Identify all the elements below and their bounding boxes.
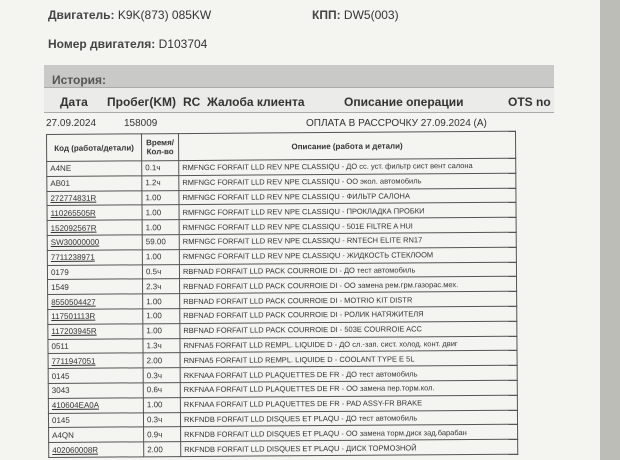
row-code: 0179 (47, 264, 142, 279)
row-code: 0511 (48, 338, 143, 353)
engine-label: Двигатель: (48, 8, 115, 22)
engine-number-label: Номер двигателя: (48, 37, 156, 51)
row-code: 152092567R (47, 220, 142, 235)
page-edge (600, 0, 620, 460)
row-qty: 0.3ч (143, 412, 180, 427)
row-description: RNFNA5 FORFAIT LLD REMPL. LIQUIDE D - COOLANT TYPE E 5L (180, 351, 517, 368)
row-description: RKFNDB FORFAIT LLD DISQUES ET PLAQU - ДО тест автомобиль (180, 410, 517, 427)
row-qty: 2.00 (144, 442, 181, 457)
row-qty: 0.5ч (142, 264, 179, 279)
row-code: 1549 (48, 279, 143, 294)
row-qty: 0.3ч (143, 368, 180, 383)
history-col-complaint: Жалоба клиента (207, 95, 305, 109)
row-qty: 59.00 (142, 235, 179, 250)
row-code: 110265505R (47, 205, 142, 220)
row-qty: 1.00 (143, 323, 180, 338)
history-entry-mileage: 158009 (124, 118, 158, 129)
row-qty: 0.9ч (144, 427, 181, 442)
row-qty: 1.00 (142, 205, 179, 220)
row-code: 402060008R (49, 442, 144, 457)
row-description: RBFNAD FORFAIT LLD PACK COURROIE DI - ДО тест автомобиль (179, 262, 516, 279)
row-qty: 1.00 (143, 397, 180, 412)
row-qty: 1.00 (142, 220, 179, 235)
engine-value: K9K(873) 085KW (117, 8, 212, 22)
header-code: Код (работа/детали) (47, 134, 142, 162)
row-code: 7711947051 (48, 353, 143, 368)
engine-number-field (48, 37, 207, 51)
operations-body (47, 158, 518, 457)
history-col-operation: Описание операции (344, 95, 464, 109)
row-description: RKFNDB FORFAIT LLD DISQUES ET PLAQU - ДИСК ТОРМОЗНОЙ (181, 439, 518, 456)
row-code: 272774831R (47, 190, 142, 205)
row-qty: 1.00 (142, 190, 179, 205)
history-bar (44, 65, 554, 88)
row-code: SW30000000 (47, 235, 142, 250)
row-qty: 1.00 (143, 309, 180, 324)
gearbox-field (312, 8, 399, 22)
row-qty: 1.2ч (142, 175, 179, 190)
history-col-date: Дата (60, 95, 88, 109)
row-code: 410604EA0A (48, 398, 143, 413)
header-qty: Время/ Кол-во (142, 134, 179, 161)
table-row (49, 439, 518, 457)
row-code: 117203945R (48, 324, 143, 339)
history-entry-description: ОПЛАТА В РАССРОЧКУ 27.09.2024 (A) (306, 118, 487, 129)
row-description: RMFNGC FORFAIT LLD REV NPE CLASSIQU - ФИЛЬТР САЛОНА (179, 188, 516, 205)
header-desc: Описание (работа и детали) (179, 131, 516, 160)
row-code: 8550504427 (48, 294, 143, 309)
history-col-mileage: Пробег(KM) (107, 95, 177, 109)
row-description: RBFNAD FORFAIT LLD PACK COURROIE DI - РОЛИК НАТЯЖИТЕЛЯ (180, 306, 517, 323)
row-qty: 0.1ч (142, 161, 179, 176)
row-description: RKFNAA FORFAIT LLD PLAQUETTES DE FR - PAD ASSY-FR BRAKE (180, 395, 517, 412)
row-description: RMFNGC FORFAIT LLD REV NPE CLASSIQU - RNTECH ELITE RN17 (179, 232, 516, 249)
operations-header-row (47, 131, 516, 161)
row-code: 117501113R (48, 309, 143, 324)
row-description: RMFNGC FORFAIT LLD REV NPE CLASSIQU - ОО экол. автомобиль (179, 173, 516, 190)
history-col-rc: RC (183, 95, 201, 109)
row-description: RMFNGC FORFAIT LLD REV NPE CLASSIQU - ПРОКЛАДКА ПРОБКИ (179, 203, 516, 220)
history-title: История: (52, 73, 107, 87)
row-description: RBFNAD FORFAIT LLD PACK COURROIE DI - MOTRIO KIT DISTR (180, 291, 517, 308)
row-qty: 1.00 (142, 249, 179, 264)
row-description: RNFNA5 FORFAIT LLD REMPL. LIQUIDE D - ДО сл.-зап. сист. холод. конт. двиг (180, 336, 517, 353)
row-description: RKFNAA FORFAIT LLD PLAQUETTES DE FR - ОО замена пер.торм.кол. (180, 380, 517, 397)
engine-field (48, 8, 211, 22)
row-qty: 2.00 (143, 353, 180, 368)
row-description: RKFNDB FORFAIT LLD DISQUES ET PLAQU - ОО замена торм.диск зад.барабан (181, 425, 518, 442)
row-code: AB01 (47, 176, 142, 191)
row-description: RBFNAD FORFAIT LLD PACK COURROIE DI - 503E COURROIE ACC (180, 321, 517, 338)
gearbox-value: DW5(003) (343, 8, 399, 22)
engine-number-value: D103704 (158, 37, 208, 51)
row-qty: 2.3ч (143, 279, 180, 294)
row-code: 7711238971 (47, 250, 142, 265)
row-description: RMFNGC FORFAIT LLD REV NPE CLASSIQU - ДО сс. уст. фильтр сист вент салона (179, 158, 516, 175)
row-qty: 1.00 (143, 294, 180, 309)
row-qty: 0.6ч (143, 383, 180, 398)
row-qty: 1.3ч (143, 338, 180, 353)
history-col-ots: OTS no (508, 95, 551, 109)
operations-table (46, 131, 518, 458)
row-code: A4QN (49, 427, 144, 442)
row-code: 0145 (48, 368, 143, 383)
row-code: A4NE (47, 161, 142, 176)
gearbox-label: КПП: (312, 8, 341, 22)
row-description: RBFNAD FORFAIT LLD PACK COURROIE DI - ОО замена рем.грм.газорас.мех. (180, 277, 517, 294)
row-description: RKFNAA FORFAIT LLD PLAQUETTES DE FR - ДО тест автомобиль (180, 365, 517, 382)
row-description: RMFNGC FORFAIT LLD REV NPE CLASSIQU - 501E FILTRE A HUI (179, 217, 516, 234)
row-code: 0145 (48, 412, 143, 427)
row-description: RMFNGC FORFAIT LLD REV NPE CLASSIQU - ЖИДКОСТЬ СТЕКЛООМ (179, 247, 516, 264)
history-entry-date: 27.09.2024 (46, 118, 97, 129)
row-code: 3043 (48, 383, 143, 398)
